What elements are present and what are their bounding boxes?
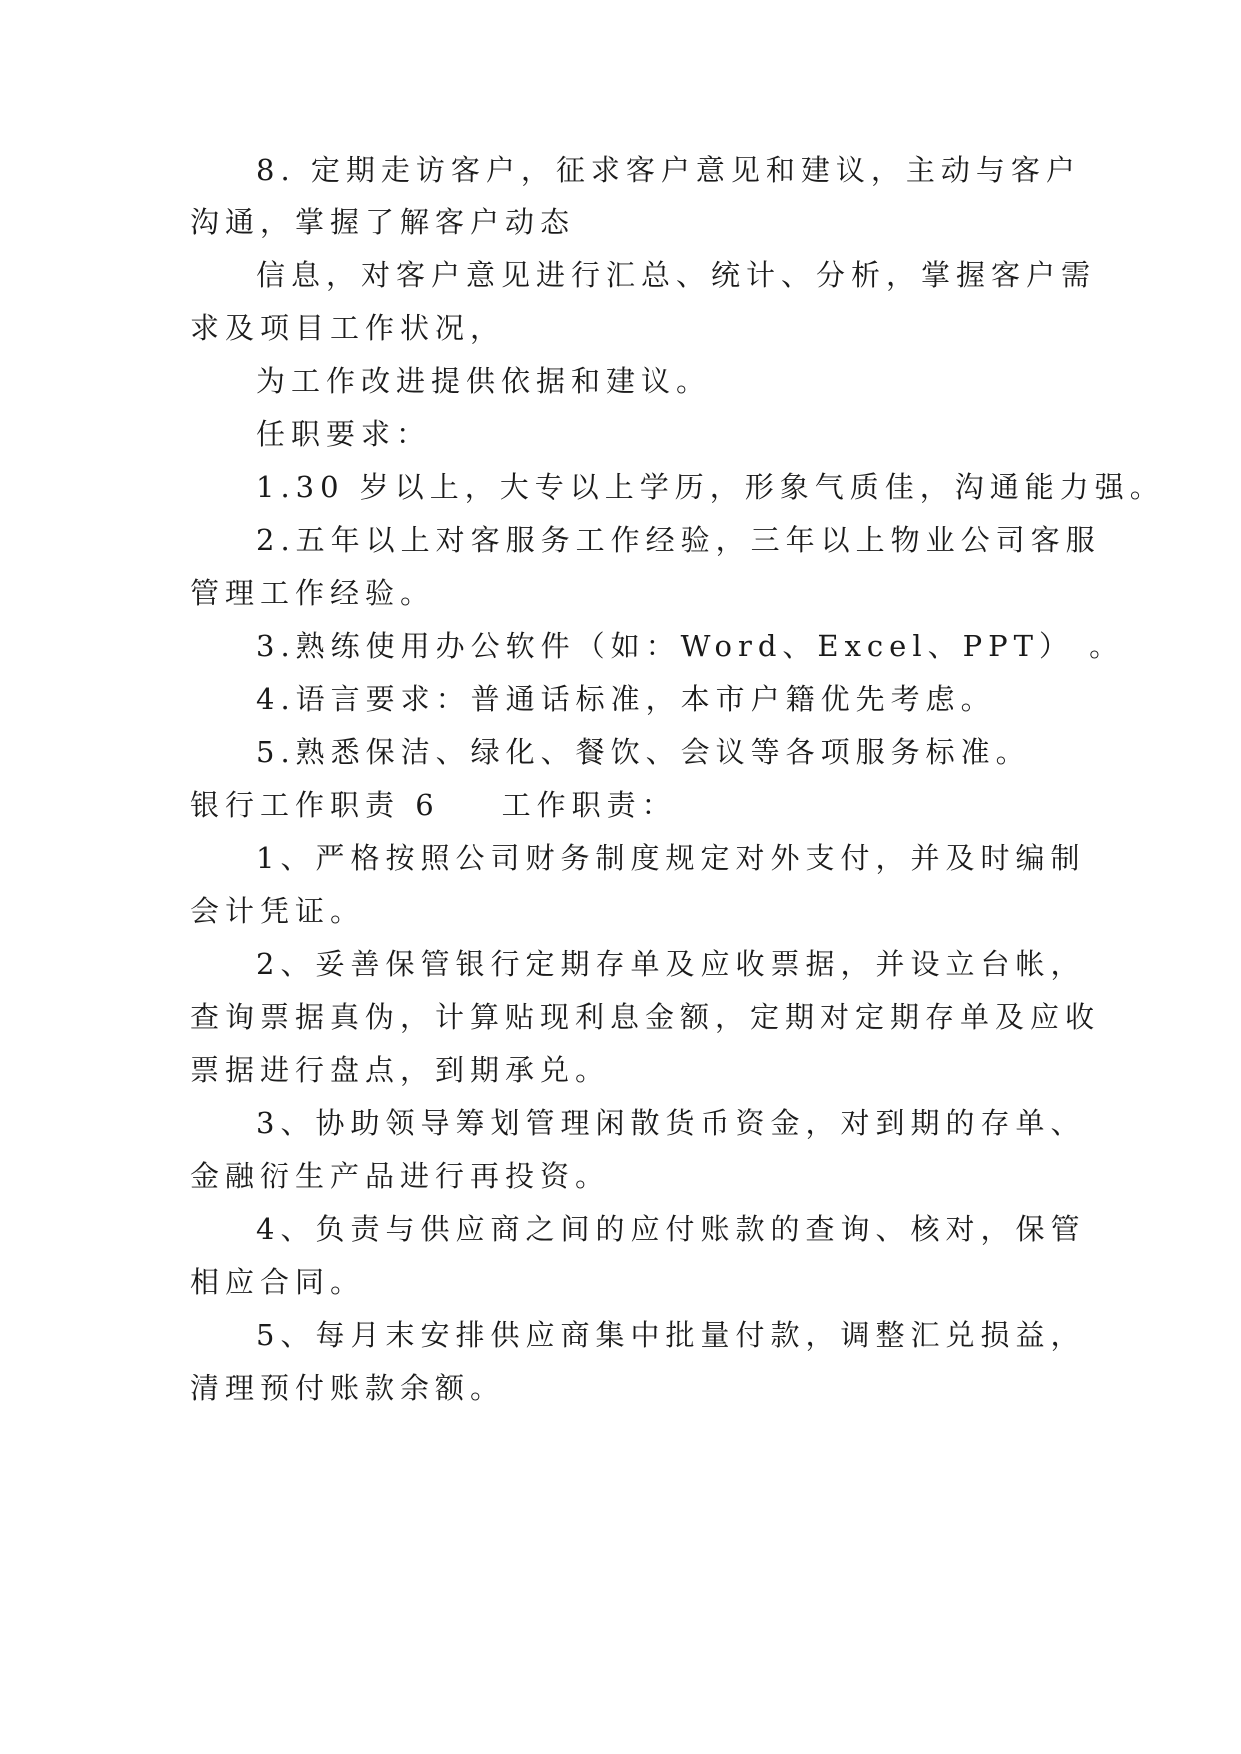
section-heading-line (190, 785, 1070, 825)
paragraph-line: 查询票据真伪，计算贴现利息金额，定期对定期存单及应收 (190, 1000, 1101, 1034)
paragraph-line: 沟通，掌握了解客户动态 (190, 205, 576, 239)
section-subheading: 工作职责： (501, 788, 677, 822)
paragraph-line: 求及项目工作状况， (190, 311, 506, 345)
paragraph-line: 3.熟练使用办公软件（如：Word、Excel、PPT） 。 (256, 629, 1125, 663)
paragraph-line: 4、负责与供应商之间的应付账款的查询、核对，保管 (256, 1212, 1086, 1246)
paragraph-line: 金融衍生产品进行再投资。 (190, 1159, 611, 1193)
paragraph-line: 1.30 岁以上，大专以上学历，形象气质佳，沟通能力强。 (256, 470, 1165, 504)
paragraph-line: 3、协助领导筹划管理闲散货币资金，对到期的存单、 (256, 1106, 1086, 1140)
paragraph-line: 4.语言要求：普通话标准，本市户籍优先考虑。 (256, 682, 996, 716)
paragraph-line: 2、妥善保管银行定期存单及应收票据，并设立台帐， (256, 947, 1086, 981)
paragraph-line: 5.熟悉保洁、绿化、餐饮、会议等各项服务标准。 (256, 735, 1031, 769)
paragraph-line: 1、严格按照公司财务制度规定对外支付，并及时编制 (256, 841, 1086, 875)
paragraph-line: 为工作改进提供依据和建议。 (256, 364, 712, 398)
paragraph-line: 2.五年以上对客服务工作经验，三年以上物业公司客服 (256, 523, 1101, 557)
paragraph-line: 信息，对客户意见进行汇总、统计、分析，掌握客户需 (256, 258, 1097, 292)
paragraph-line: 清理预付账款余额。 (190, 1371, 506, 1405)
paragraph-line: 票据进行盘点，到期承兑。 (190, 1053, 611, 1087)
paragraph-line: 5、每月末安排供应商集中批量付款，调整汇兑损益， (256, 1318, 1086, 1352)
paragraph-line: 8. 定期走访客户，征求客户意见和建议，主动与客户 (256, 153, 1081, 187)
paragraph-line: 管理工作经验。 (190, 576, 436, 610)
section-heading: 银行工作职责 6 (190, 788, 440, 822)
requirements-heading: 任职要求： (256, 417, 432, 451)
paragraph-line: 会计凭证。 (190, 894, 366, 928)
paragraph-line: 相应合同。 (190, 1265, 366, 1299)
